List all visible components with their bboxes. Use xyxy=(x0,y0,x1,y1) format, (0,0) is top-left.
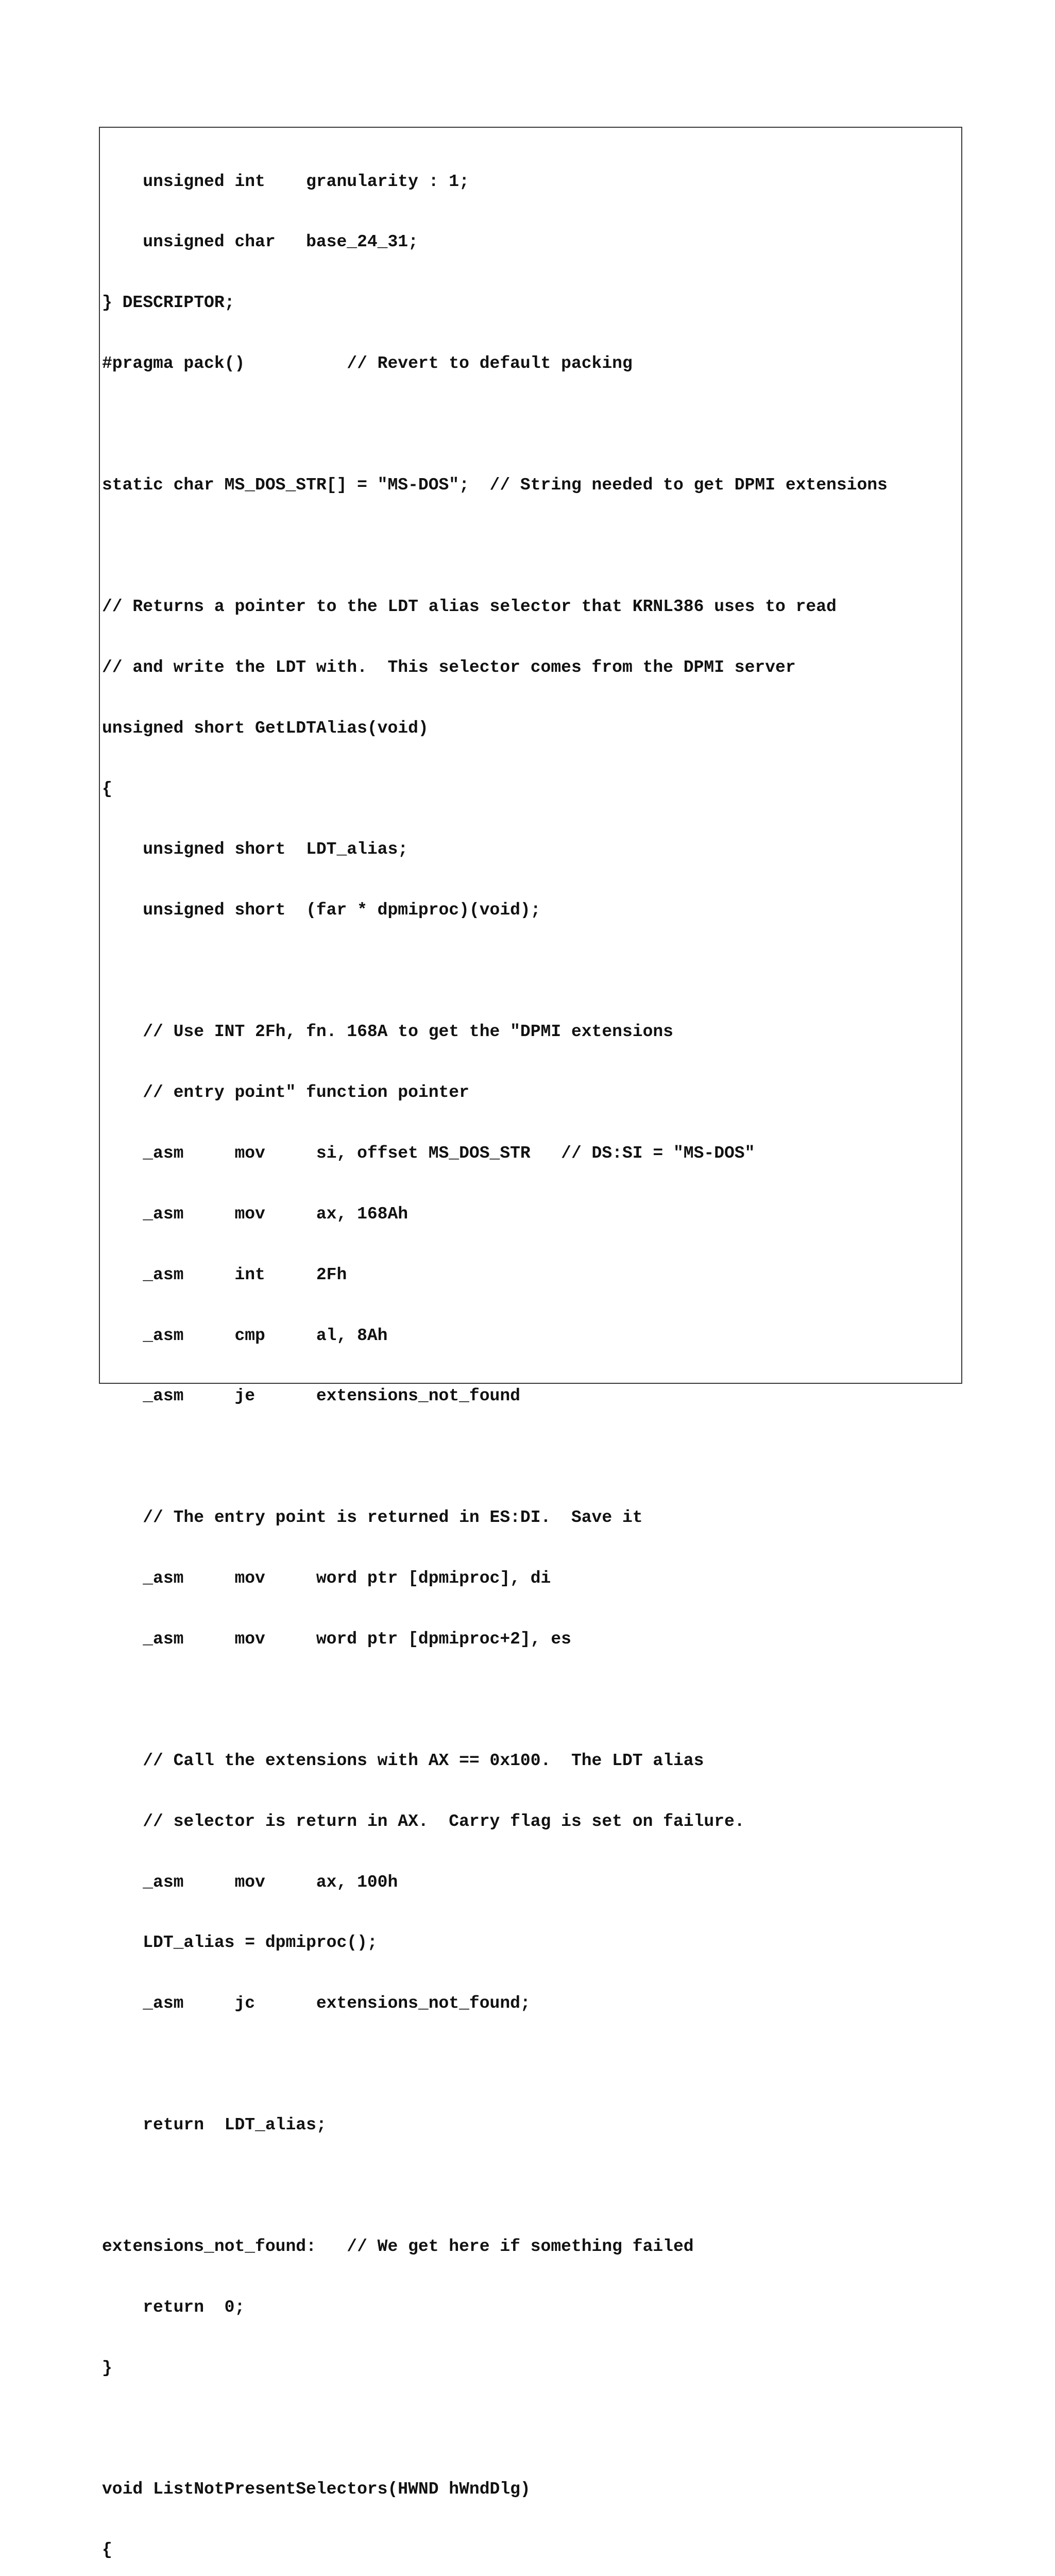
code-line: static char MS_DOS_STR[] = "MS-DOS"; // String needed to get DPMI extensions xyxy=(102,476,888,495)
code-line: // and write the LDT with. This selector comes from the DPMI server xyxy=(102,657,796,677)
code-line: _asm jc extensions_not_found; xyxy=(102,1994,531,2013)
code-line: LDT_alias = dpmiproc(); xyxy=(102,1933,378,1953)
code-line: unsigned char base_24_31; xyxy=(102,232,418,252)
code-line: return 0; xyxy=(102,2297,245,2317)
code-line: #pragma pack() // Revert to default packing xyxy=(102,354,633,374)
code-line: _asm mov ax, 100h xyxy=(102,1872,398,1892)
code-line: _asm je extensions_not_found xyxy=(102,1386,520,1406)
code-line xyxy=(102,1690,888,1710)
code-line: _asm mov si, offset MS_DOS_STR // DS:SI = "MS-DOS" xyxy=(102,1143,755,1163)
code-line: { xyxy=(102,2540,112,2560)
code-line: { xyxy=(102,779,112,799)
code-line xyxy=(102,2176,888,2196)
code-line: _asm int 2Fh xyxy=(102,1265,347,1284)
code-line: // selector is return in AX. Carry flag is set on failure. xyxy=(102,1811,745,1831)
code-line: unsigned short GetLDTAlias(void) xyxy=(102,718,429,738)
code-line: void ListNotPresentSelectors(HWND hWndDlg) xyxy=(102,2480,531,2499)
code-line: _asm mov word ptr [dpmiproc], di xyxy=(102,1569,551,1588)
code-line: return LDT_alias; xyxy=(102,2115,327,2135)
code-line: // Returns a pointer to the LDT alias selector that KRNL386 uses to read xyxy=(102,597,837,616)
code-line: } xyxy=(102,2358,112,2378)
code-line: } DESCRIPTOR; xyxy=(102,293,235,313)
code-line: unsigned int granularity : 1; xyxy=(102,172,469,191)
code-line: // entry point" function pointer xyxy=(102,1082,469,1102)
code-listing-box xyxy=(99,127,962,2560)
code-listing xyxy=(102,131,888,2576)
code-line xyxy=(102,2054,888,2074)
code-line: // The entry point is returned in ES:DI. Save it xyxy=(102,1508,643,1528)
code-line: // Use INT 2Fh, fn. 168A to get the "DPMI extensions xyxy=(102,1022,673,1042)
code-line: _asm cmp al, 8Ah xyxy=(102,1326,388,1345)
code-line xyxy=(102,414,888,434)
code-line: unsigned short (far * dpmiproc)(void); xyxy=(102,901,541,920)
code-line: _asm mov ax, 168Ah xyxy=(102,1204,409,1224)
code-line xyxy=(102,2419,888,2439)
code-line xyxy=(102,536,888,556)
code-line: // Call the extensions with AX == 0x100. The LDT alias xyxy=(102,1751,704,1770)
code-line: _asm mov word ptr [dpmiproc+2], es xyxy=(102,1629,571,1649)
code-line: unsigned short LDT_alias; xyxy=(102,840,409,859)
code-line xyxy=(102,961,888,981)
code-line xyxy=(102,1447,888,1467)
code-line: extensions_not_found: // We get here if something failed xyxy=(102,2236,694,2256)
